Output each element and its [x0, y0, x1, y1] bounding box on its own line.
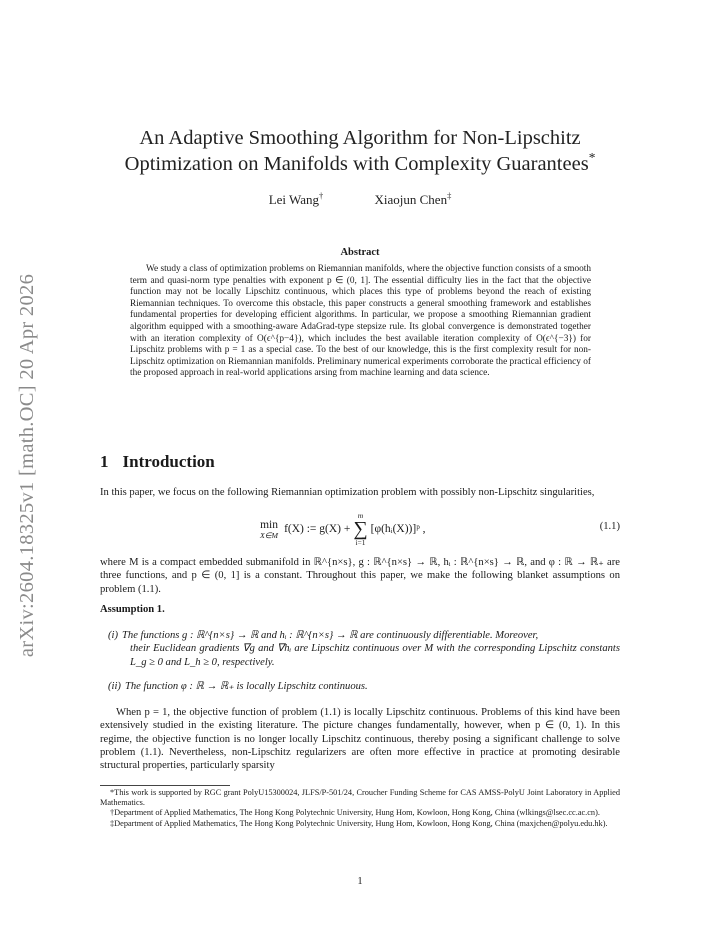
sigma-glyph: ∑	[353, 517, 368, 540]
assumption-item-i-label: (i)	[108, 630, 118, 641]
min-label: min	[260, 518, 278, 531]
title-line-1: An Adaptive Smoothing Algorithm for Non-Lipschitz	[139, 127, 581, 149]
section-heading	[100, 452, 215, 472]
closing-paragraph: When p = 1, the objective function of problem (1.1) is locally Lipschitz continuous. Problems of this kind have been extensively studied in the existing literature. The picture changes fundamentally, however, when p ∈ (0, 1). In this regime, the objective function is no longer locally Lipschitz continuous, thereby posing a significant challenge to solve problem (1.1). Nevertheless, non-Lipschitz regularizers are often more effective in practice at promoting desirable structural properties, particularly sparsity	[100, 707, 620, 772]
assumption-item-ii-text: The function φ : ℝ → ℝ₊ is locally Lipschitz continuous.	[124, 681, 368, 692]
assumption-item-i-text: The functions g : ℝ^{n×s} → ℝ and hᵢ : ℝ^{n×s} → ℝ are continuously differentiable. Moreover,	[122, 630, 539, 641]
abstract-heading: Abstract	[340, 247, 380, 258]
footnote-funding: *This work is supported by RGC grant PolyU15300024, JLFS/P-501/24, Croucher Funding Scheme for CAS AMSS-PolyU Joint Laboratory in Applied Mathematics.	[100, 788, 620, 808]
footnote-author-2: ‡Department of Applied Mathematics, The Hong Kong Polytechnic University, Hung Hom, Kowloon, Hong Kong, China (maxjchen@polyu.edu.hk).	[110, 818, 608, 828]
min-subscript: X∈M	[260, 530, 279, 540]
equation-lhs: f(X) := g(X) +	[284, 523, 351, 535]
page-number: 1	[357, 876, 363, 887]
equation-min-operator	[260, 519, 278, 540]
assumption-item-ii	[108, 680, 620, 693]
title-line-2	[100, 151, 620, 177]
assumption-item-ii-label: (ii)	[108, 681, 121, 692]
author-1	[269, 192, 324, 208]
title-footnote-mark: *	[588, 150, 596, 166]
equation-rhs: [φ(hᵢ(X))]ᵖ ,	[370, 523, 426, 535]
paper-title	[100, 125, 620, 177]
assumption-heading: Assumption 1.	[100, 604, 165, 615]
footnote-divider	[100, 785, 230, 786]
sum-lower-limit: i=1	[355, 537, 366, 547]
author-2-mark: ‡	[447, 190, 452, 201]
section-title: Introduction	[122, 452, 215, 471]
intro-paragraph: In this paper, we focus on the following Riemannian optimization problem with possibly non-Lipschitz singularities,	[100, 487, 595, 498]
footnote-author-1: †Department of Applied Mathematics, The Hong Kong Polytechnic University, Hung Hom, Kowloon, Hong Kong, China (wlkings@lsec.cc.ac.cn).	[110, 808, 600, 818]
arxiv-identifier-text: arXiv:2604.18325v1 [math.OC] 20 Apr 2026	[16, 273, 39, 657]
assumption-item-i	[108, 629, 620, 669]
author-1-mark: †	[319, 190, 324, 201]
author-2-name: Xiaojun Chen	[374, 192, 448, 207]
equation-formula	[260, 507, 426, 551]
section-number: 1	[100, 452, 109, 471]
author-2	[375, 192, 452, 208]
after-equation-paragraph: where M is a compact embedded submanifold in ℝ^{n×s}, g : ℝ^{n×s} → ℝ, hᵢ : ℝ^{n×s} → ℝ, and φ : ℝ → ℝ₊ are three functions, and p ∈ (0, 1] is a constant. Throughout this paper, we make the following blanket assumptions on problem (1.1).	[100, 557, 620, 595]
sum-upper-limit: m	[357, 510, 364, 520]
author-1-name: Lei Wang	[268, 192, 320, 207]
summation-symbol	[353, 512, 367, 547]
abstract-text: We study a class of optimization problems on Riemannian manifolds, where the objective function consists of a smooth term and quasi-norm type penalties with exponent p ∈ (0, 1]. The essential difficulty lies in the fact that the objective function may not be locally Lipschitz continuous, which places this type of problems beyond the reach of existing Riemannian techniques. To overcome this obstacle, this paper constructs a general smoothing framework and establishes fundamental properties for developing efficient algorithms. In particular, we propose a smoothing Riemannian gradient algorithm equipped with a smoothing-aware AdaGrad-type stepsize rule. Its global convergence is demonstrated together with an iteration complexity of O(ϵ^{p−4}), which includes the best available iteration complexity of O(ϵ^{−3}) for Lipschitz problems with p = 1 as a special case. To the best of our knowledge, this is the first complexity result for non-Lipschitz optimization on Riemannian manifolds. Preliminary numerical experiments corroborate the practical efficiency of the proposed approach in real-world applications arsing from machine learning and data science.	[130, 264, 591, 379]
assumption-item-i-continuation: their Euclidean gradients ∇g and ∇hᵢ are Lipschitz continuous over M with the corresponding Lipschitz constants L_g ≥ 0 and L_h ≥ 0, respectively.	[130, 643, 620, 668]
title-line-2-text: Optimization on Manifolds with Complexity Guarantees	[124, 153, 589, 175]
footnotes	[100, 788, 620, 829]
equation-number: (1.1)	[599, 521, 620, 532]
arxiv-identifier-stamp	[8, 245, 48, 685]
equation-1-1	[100, 507, 620, 551]
author-list	[100, 192, 620, 208]
